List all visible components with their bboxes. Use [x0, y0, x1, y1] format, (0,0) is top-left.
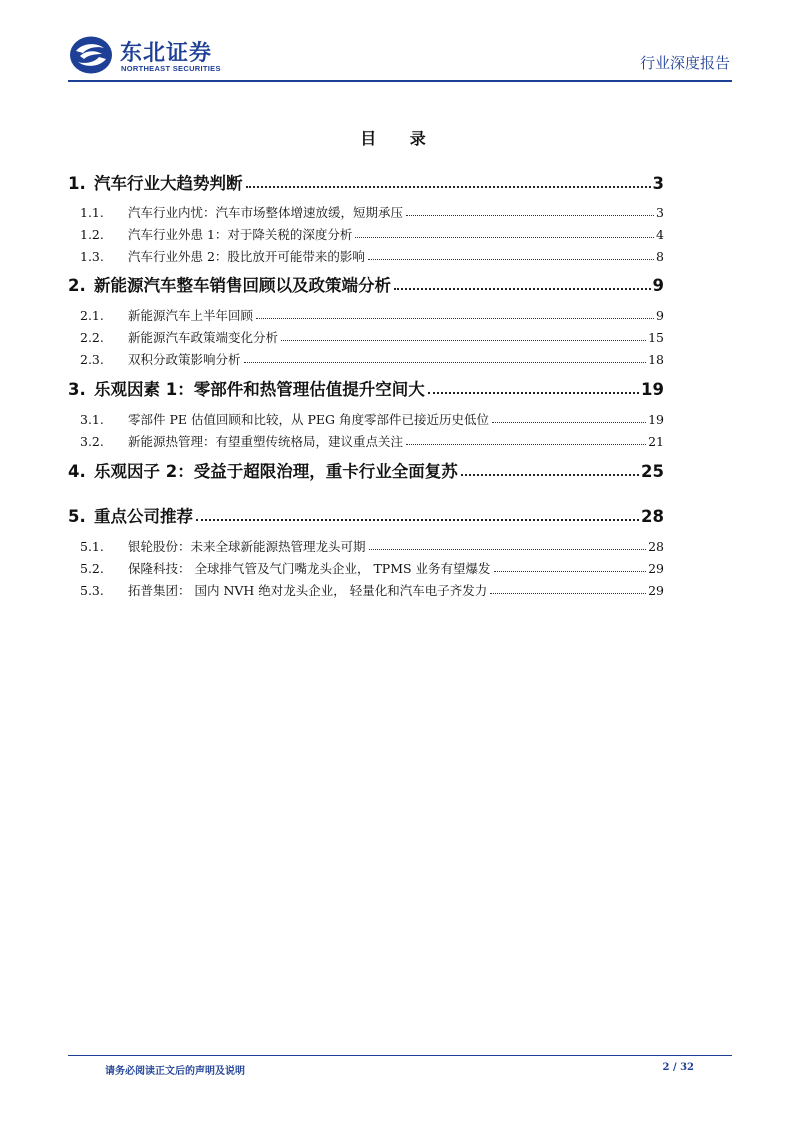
report-type-label: 行业深度报告 [639, 54, 730, 72]
toc-entry-text: 汽车行业大趋势判断 [94, 174, 243, 193]
toc-leader-dots [461, 474, 639, 476]
toc-entry[interactable] [68, 559, 664, 577]
toc-entry-number: 3.2. [80, 434, 104, 449]
toc-entry[interactable] [68, 306, 664, 324]
toc-leader-dots [406, 444, 646, 445]
toc-entry-number: 1. [68, 174, 86, 193]
toc-entry-page: 4 [656, 227, 664, 242]
toc-entry-number: 2.3. [80, 352, 104, 367]
toc-leader-dots [428, 392, 639, 394]
toc-entry[interactable] [68, 581, 664, 599]
toc-entry-number: 1.1. [80, 205, 104, 220]
toc-entry-page: 19 [641, 380, 664, 399]
toc-leader-dots [244, 362, 647, 363]
toc-entry-number: 5.2. [80, 561, 104, 576]
toc-entry-text: 新能源热管理：有望重塑传统格局，建议重点关注 [128, 434, 404, 449]
toc-entry-text: 新能源汽车政策端变化分析 [128, 330, 279, 345]
brand-name-cn: 东北证券 [120, 41, 213, 66]
toc-entry-number: 2.1. [80, 308, 104, 323]
toc-leader-dots [394, 288, 651, 290]
toc-entry-text: 汽车行业内忧：汽车市场整体增速放缓，短期承压 [128, 205, 404, 220]
toc-entry-number: 3.1. [80, 412, 104, 427]
toc-entry-number: 2. [68, 276, 86, 295]
toc-leader-dots [492, 422, 646, 423]
toc-entry-page: 3 [652, 174, 664, 193]
toc-entry-page: 19 [648, 412, 664, 427]
toc-entry-text: 保隆科技： 全球排气管及气门嘴龙头企业， TPMS 业务有望爆发 [128, 561, 491, 576]
toc-leader-dots [246, 186, 651, 188]
toc-entry-page: 28 [648, 539, 664, 554]
toc-entry-page: 15 [648, 330, 664, 345]
toc-entry[interactable] [68, 432, 664, 450]
toc-entry-number: 5. [68, 507, 86, 526]
toc-entry[interactable] [68, 537, 664, 555]
toc-leader-dots [406, 215, 654, 216]
toc-entry[interactable] [68, 328, 664, 346]
toc-entry-number: 5.3. [80, 583, 104, 598]
footer-page-number: 2 / 32 [662, 1062, 694, 1073]
toc-entry-text: 汽车行业外患 2：股比放开可能带来的影响 [128, 249, 365, 264]
northeast-securities-logo-icon [68, 34, 114, 76]
page-header [0, 0, 800, 86]
toc-entry-number: 5.1. [80, 539, 104, 554]
toc-entry-number: 2.2. [80, 330, 104, 345]
toc-entry[interactable] [68, 170, 664, 194]
toc-leader-dots [368, 259, 654, 260]
toc-entry-text: 拓普集团： 国内 NVH 绝对龙头企业， 轻量化和汽车电子齐发力 [128, 583, 488, 598]
toc-entry-text: 双积分政策影响分析 [128, 352, 241, 367]
toc-entry-page: 29 [648, 561, 664, 576]
toc-entry-page: 3 [656, 205, 664, 220]
toc-entry-text: 汽车行业外患 1：对于降关税的深度分析 [128, 227, 353, 242]
toc-entry-text: 乐观因素 1：零部件和热管理估值提升空间大 [94, 380, 425, 399]
brand-name-en: NORTHEAST SECURITIES [121, 64, 221, 73]
toc-entry-number: 3. [68, 380, 86, 399]
toc-entry[interactable] [68, 503, 664, 527]
toc-entry-text: 重点公司推荐 [94, 507, 193, 526]
footer-divider [68, 1055, 732, 1056]
toc-entry[interactable] [68, 350, 664, 368]
toc-entry-number: 1.3. [80, 249, 104, 264]
toc-entry[interactable] [68, 247, 664, 265]
toc-title: 目 录 [360, 129, 440, 148]
toc-entry-page: 9 [652, 276, 664, 295]
toc-entry-page: 8 [656, 249, 664, 264]
toc-entry[interactable] [68, 203, 664, 221]
toc-entry-number: 4. [68, 462, 86, 481]
toc-leader-dots [369, 549, 647, 550]
toc-entry-text: 银轮股份：未来全球新能源热管理龙头可期 [128, 539, 366, 554]
toc-entry[interactable] [68, 410, 664, 428]
toc-entry[interactable] [68, 225, 664, 243]
footer-disclaimer-note: 请务必阅读正文后的声明及说明 [105, 1066, 245, 1077]
toc-entry-text: 乐观因子 2：受益于超限治理，重卡行业全面复苏 [94, 462, 458, 481]
toc-leader-dots [355, 237, 654, 238]
toc-entry-text: 零部件 PE 估值回顾和比较，从 PEG 角度零部件已接近历史低位 [128, 412, 489, 427]
toc-entry[interactable] [68, 376, 664, 400]
toc-entry-page: 18 [648, 352, 664, 367]
toc-entry-page: 25 [641, 462, 664, 481]
toc-entry-number: 1.2. [80, 227, 104, 242]
toc-entry[interactable] [68, 272, 664, 296]
toc-entry-page: 29 [648, 583, 664, 598]
toc-entry-text: 新能源汽车上半年回顾 [128, 308, 254, 323]
toc-leader-dots [490, 593, 646, 594]
toc-entry-page: 9 [656, 308, 664, 323]
toc-leader-dots [494, 571, 647, 572]
toc-leader-dots [281, 340, 646, 341]
toc-entry-page: 21 [648, 434, 664, 449]
toc-leader-dots [256, 318, 654, 319]
toc-entry[interactable] [68, 458, 664, 482]
toc-entry-page: 28 [641, 507, 664, 526]
toc-entry-text: 新能源汽车整车销售回顾以及政策端分析 [94, 276, 391, 295]
toc-leader-dots [196, 519, 639, 521]
header-divider [68, 80, 732, 82]
